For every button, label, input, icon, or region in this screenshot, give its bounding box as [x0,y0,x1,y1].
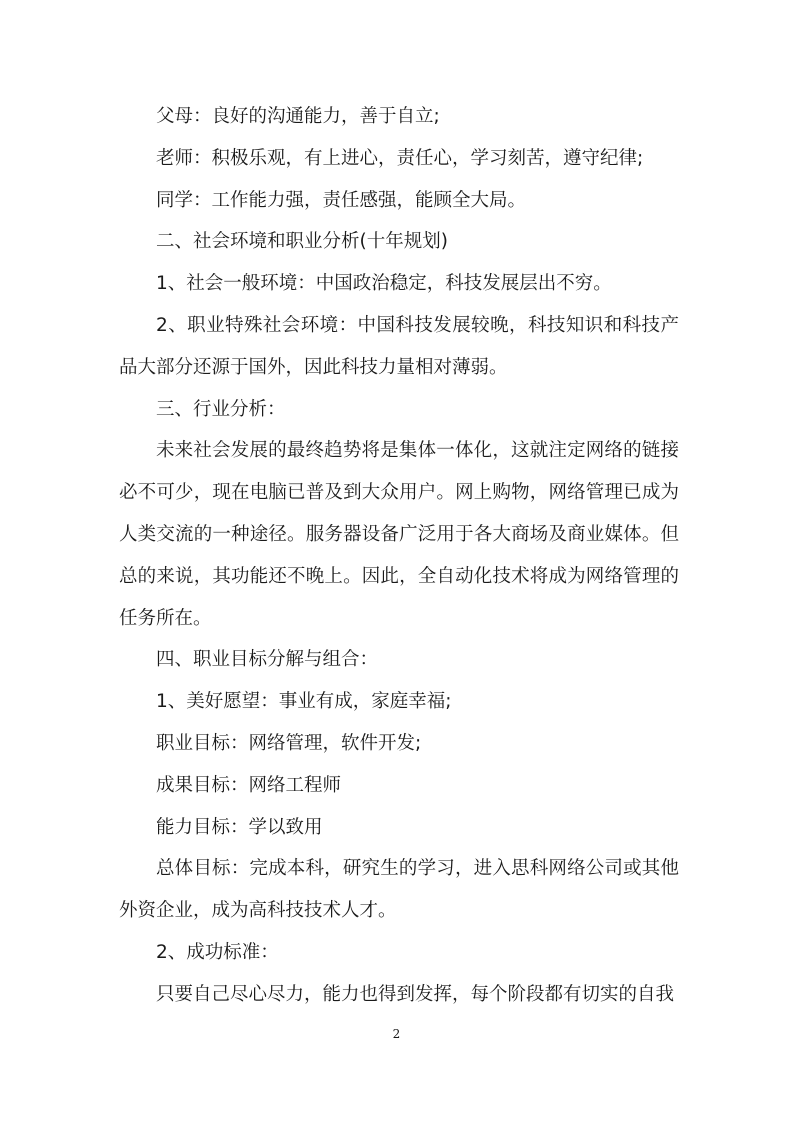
paragraph-classmates: 同学：工作能力强，责任感强，能顾全大局。 [156,189,527,211]
paragraph-general-environment: 1、社会一般环境：中国政治稳定，科技发展层出不穷。 [156,273,612,295]
paragraph-wish: 1、美好愿望：事业有成，家庭幸福; [156,691,452,713]
paragraph-ability-goal: 能力目标：学以致用 [156,816,323,838]
page-number: 2 [392,1027,401,1041]
paragraph-industry-analysis: 未来社会发展的最终趋势将是集体一体化，这就注定网络的链接必不可少，现在电脑已普及到大众用户。网上购物，网络管理已成为人类交流的一种途径。服务器设备广泛用于各大商场及商业媒体。但总的来说，其功能还不晚上。因此，全自动化技术将成为网络管理的任务所在。 [119,440,679,629]
paragraph-overall-goal: 总体目标：完成本科，研究生的学习，进入思科网络公司或其他外资企业，成为高科技技术人才。 [119,858,679,922]
paragraph-parents: 父母：良好的沟通能力，善于自立; [156,106,440,127]
paragraph-success-criteria: 只要自己尽心尽力，能力也得到发挥，每个阶段都有切实的自我 [156,983,675,1005]
section-heading-industry-analysis: 三、行业分析： [156,398,286,420]
paragraph-achievement-goal: 成果目标：网络工程师 [156,774,342,796]
paragraph-special-environment: 2、职业特殊社会环境：中国科技发展较晚，科技知识和科技产品大部分还源于国外，因此科技力量相对薄弱。 [119,314,679,378]
paragraph-career-goal: 职业目标：网络管理，软件开发; [156,732,422,754]
body-text [119,96,679,1016]
section-heading-career-goals: 四、职业目标分解与组合： [156,649,379,671]
section-heading-success-criteria: 2、成功标准： [156,941,279,963]
paragraph-teachers: 老师：积极乐观，有上进心，责任心，学习刻苦，遵守纪律; [156,147,644,169]
section-heading-social-environment: 二、社会环境和职业分析(十年规划) [156,231,448,253]
